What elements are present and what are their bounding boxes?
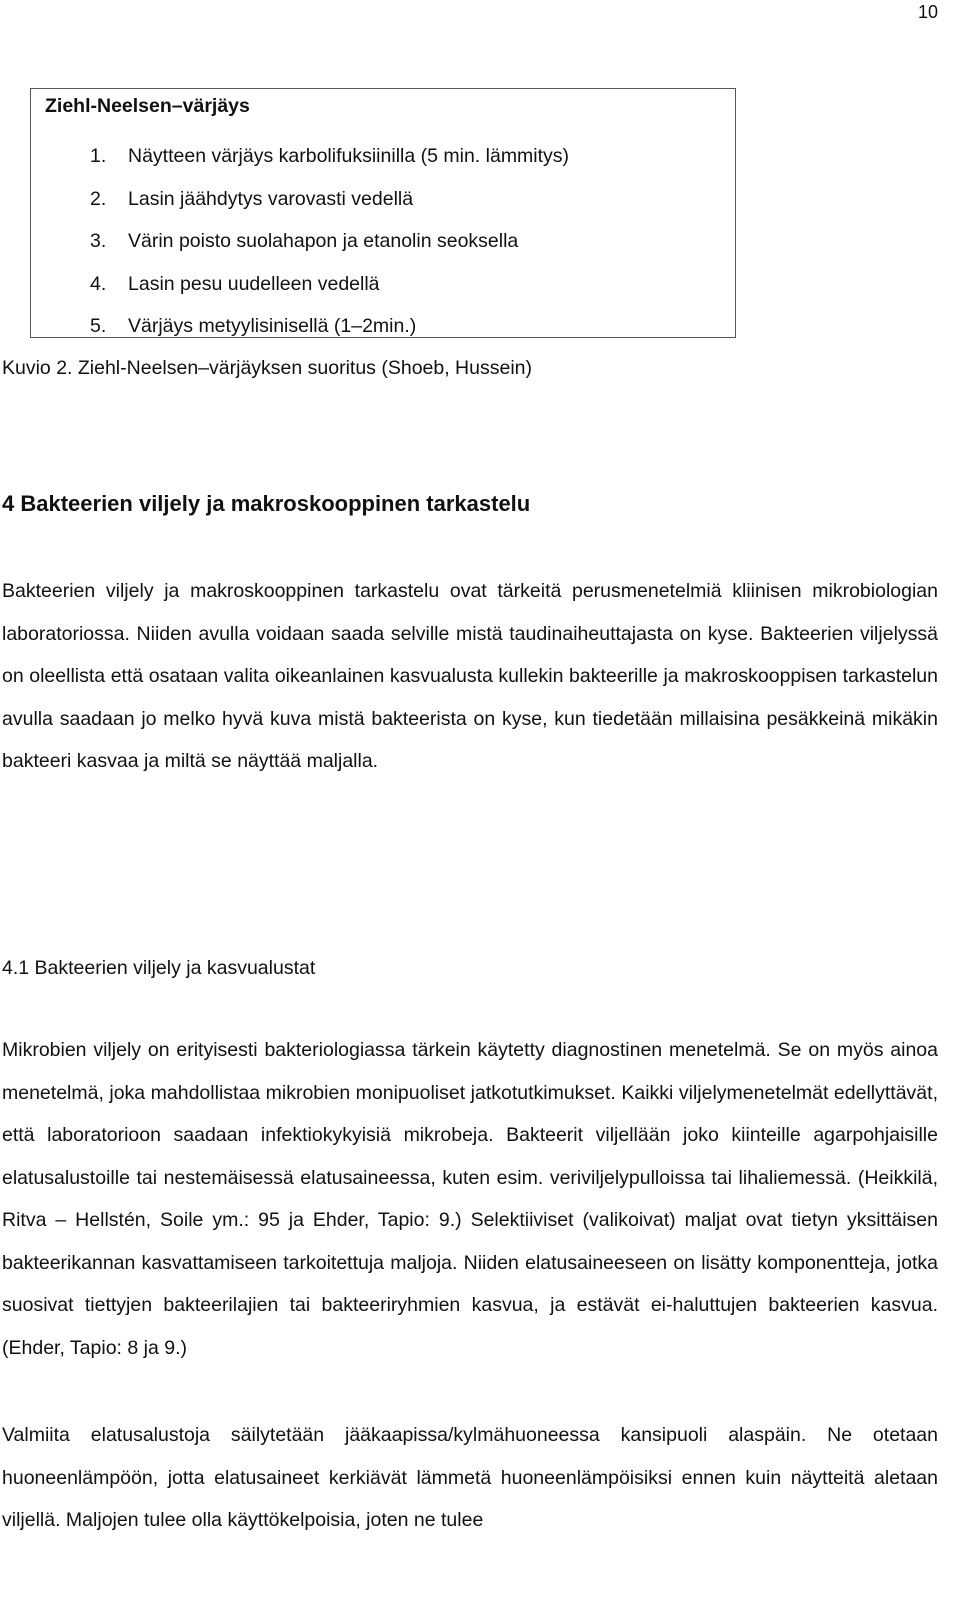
procedure-step xyxy=(90,263,569,306)
step-text: Värjäys metyylisinisellä (1–2min.) xyxy=(128,315,417,337)
section-4-paragraph: Bakteerien viljely ja makroskooppinen tarkastelu ovat tärkeitä perusmenetelmiä kliinisen mikrobiologian laboratoriossa. Niiden avulla voidaan saada selville mistä taudinaiheuttajasta on kyse. Bakteerien viljelyssä on oleellista että osataan valita oikeanlainen kasvualusta kullekin bakteerille ja makroskooppisen tarkastelun avulla saadaan jo melko hyvä kuva mistä bakteerista on kyse, kun tiedetään millaisina pesäkkeinä mikäkin bakteeri kasvaa ja miltä se näyttää maljalla. xyxy=(2,580,938,772)
step-text: Lasin pesu uudelleen vedellä xyxy=(128,272,380,295)
section-heading-4-1: 4.1 Bakteerien viljely ja kasvualustat xyxy=(2,957,316,979)
figure-caption: Kuvio 2. Ziehl-Neelsen–värjäyksen suoritus (Shoeb, Hussein) xyxy=(2,357,533,379)
step-number: 1. xyxy=(90,145,107,167)
section-heading-4: 4 Bakteerien viljely ja makroskooppinen tarkastelu xyxy=(2,491,531,516)
procedure-step xyxy=(90,220,569,263)
section-4-1-paragraph-1: Mikrobien viljely on erityisesti bakteriologiassa tärkein käytetty diagnostinen menetelmä. Se on myös ainoa menetelmä, joka mahdollistaa mikrobien monipuoliset jatkotutkimukset. Kaikki viljelymenetelmät edellyttävät, että laboratorioon saadaan infektiokykyisiä mikrobeja. Bakteerit viljellään joko kiinteille agarpohjaisille elatusalustoille tai nestemäisessä elatusaineessa, kuten esim. veriviljelypulloissa tai lihaliemessä. (Heikkilä, Ritva – Hellstén, Soile ym.: 95 ja Ehder, Tapio: 9.) Selektiiviset (valikoivat) maljat ovat tietyn yksittäisen bakteerikannan kasvattamiseen tarkoitettuja maljoja. Niiden elatusaineeseen on lisätty komponentteja, jotka suosivat tiettyjen bakteerilajien tai bakteeriryhmien kasvua, ja estävät ei-haluttujen bakteerien kasvua. (Ehder, Tapio: 8 ja 9.) xyxy=(2,1039,938,1359)
procedure-steps xyxy=(90,135,569,348)
step-text: Värin poisto suolahapon ja etanolin seoksella xyxy=(128,230,519,252)
step-number: 5. xyxy=(90,315,107,337)
procedure-step xyxy=(90,178,569,221)
procedure-step xyxy=(90,305,569,348)
step-number: 3. xyxy=(90,230,107,252)
step-number: 2. xyxy=(90,187,107,210)
section-4-1-paragraph-2: Valmiita elatusalustoja säilytetään jääkaapissa/kylmähuoneessa kansipuoli alaspäin. Ne otetaan huoneenlämpöön, jotta elatusaineet kerkiävät lämmetä huoneenlämpöisiksi ennen kuin näytteitä aletaan viljellä. Maljojen tulee olla käyttökelpoisia, joten ne tulee xyxy=(2,1424,938,1531)
procedure-box xyxy=(30,88,736,338)
step-text: Näytteen värjäys karbolifuksiinilla (5 min. lämmitys) xyxy=(128,145,570,167)
step-number: 4. xyxy=(90,272,107,295)
procedure-title: Ziehl-Neelsen–värjäys xyxy=(45,95,250,117)
page-number: 10 xyxy=(917,2,938,22)
step-text: Lasin jäähdytys varovasti vedellä xyxy=(128,187,414,210)
procedure-step xyxy=(90,135,569,178)
